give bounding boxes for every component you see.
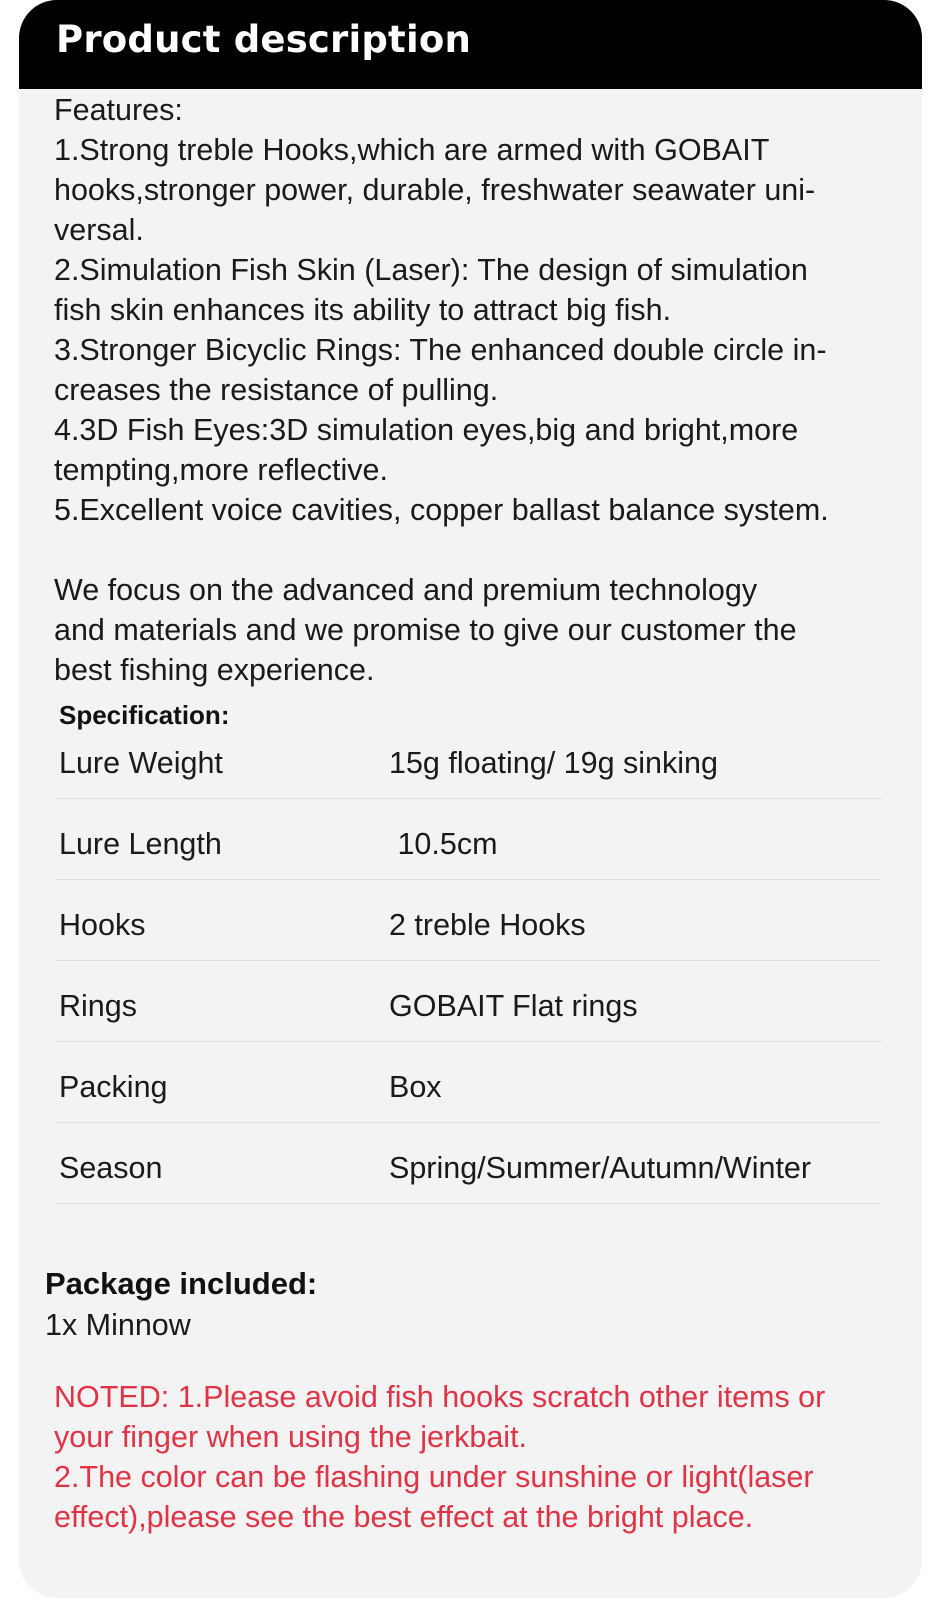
features-line: versal.	[54, 213, 144, 247]
specification-heading: Specification:	[59, 700, 230, 730]
specification-table	[56, 718, 881, 1204]
promise-line: best fishing experience.	[54, 653, 375, 687]
promise-paragraph	[54, 570, 884, 690]
spec-row-lure-length	[56, 799, 881, 880]
spec-row-lure-weight	[56, 718, 881, 799]
noted-line: your finger when using the jerkbait.	[54, 1420, 528, 1454]
features-line: tempting,more reflective.	[54, 453, 388, 487]
promise-line: We focus on the advanced and premium technology	[54, 573, 758, 607]
features-section	[54, 90, 884, 530]
header-bar	[19, 0, 922, 89]
features-line: hooks,stronger power, durable, freshwater seawater uni-	[54, 173, 816, 207]
product-description-card	[19, 0, 922, 1598]
spec-value: 10.5cm	[389, 827, 498, 861]
features-heading: Features:	[54, 93, 183, 127]
spec-value: GOBAIT Flat rings	[389, 989, 638, 1023]
page-title: Product description	[56, 18, 471, 61]
spec-value: 2 treble Hooks	[389, 908, 586, 942]
spec-label: Lure Weight	[59, 746, 223, 780]
package-item: 1x Minnow	[45, 1308, 191, 1342]
spec-value: Box	[389, 1070, 442, 1104]
spec-label: Packing	[59, 1070, 168, 1104]
spec-row-packing	[56, 1042, 881, 1123]
noted-line: effect),please see the best effect at the bright place.	[54, 1500, 754, 1534]
package-heading: Package included:	[45, 1266, 318, 1301]
spec-row-hooks	[56, 880, 881, 961]
features-line: 2.Simulation Fish Skin (Laser): The design of simulation	[54, 253, 808, 287]
noted-line: NOTED: 1.Please avoid fish hooks scratch other items or	[54, 1380, 826, 1414]
noted-line: 2.The color can be flashing under sunshine or light(laser	[54, 1460, 814, 1494]
noted-warning	[54, 1377, 884, 1537]
features-line: 4.3D Fish Eyes:3D simulation eyes,big and bright,more	[54, 413, 799, 447]
spec-value: Spring/Summer/Autumn/Winter	[389, 1151, 812, 1185]
features-line: fish skin enhances its ability to attract big fish.	[54, 293, 672, 327]
spec-label: Lure Length	[59, 827, 222, 861]
spec-row-season	[56, 1123, 881, 1204]
spec-label: Rings	[59, 989, 137, 1023]
spec-value: 15g floating/ 19g sinking	[389, 746, 718, 780]
spec-row-rings	[56, 961, 881, 1042]
promise-line: and materials and we promise to give our customer the	[54, 613, 797, 647]
spec-label: Season	[59, 1151, 163, 1185]
spec-label: Hooks	[59, 908, 146, 942]
features-line: 5.Excellent voice cavities, copper ballast balance system.	[54, 493, 829, 527]
features-line: creases the resistance of pulling.	[54, 373, 499, 407]
features-line: 1.Strong treble Hooks,which are armed with GOBAIT	[54, 133, 770, 167]
features-line: 3.Stronger Bicyclic Rings: The enhanced double circle in-	[54, 333, 827, 367]
